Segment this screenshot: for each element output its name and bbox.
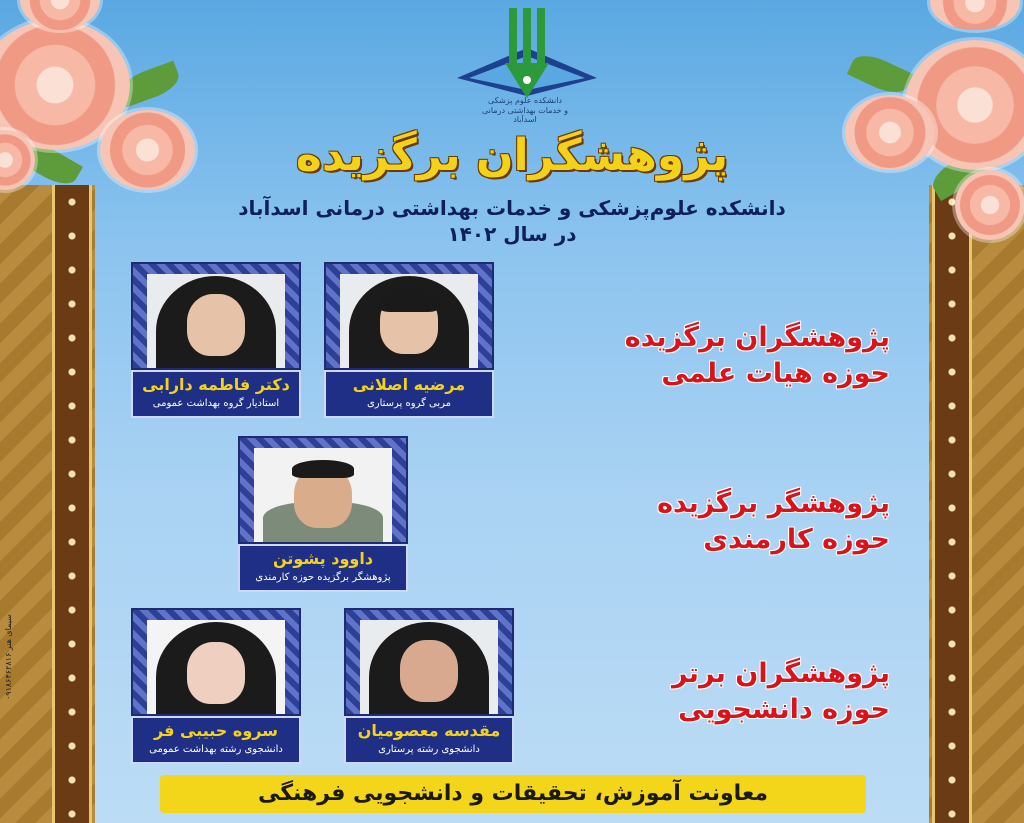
person-role: استادیار گروه بهداشت عمومی bbox=[152, 398, 280, 409]
category-heading-staff: پژوهشگر برگزیده حوزه کارمندی bbox=[657, 488, 890, 555]
person-label bbox=[238, 544, 408, 592]
subtitle bbox=[160, 195, 864, 247]
subtitle-line-2: در سال ۱۴۰۲ bbox=[447, 222, 577, 246]
category-heading-students: پژوهشگران برتر حوزه دانشجویی bbox=[672, 658, 890, 725]
person-photo bbox=[131, 608, 301, 716]
person-role: مربی گروه پرستاری bbox=[366, 398, 452, 409]
person-label bbox=[131, 716, 301, 764]
category-heading-faculty: پژوهشگران برگزیده حوزه هیات علمی bbox=[624, 322, 890, 389]
logo-text: دانشکده علوم پزشکی و خدمات بهداشتی درمانی اسدآباد bbox=[481, 96, 569, 125]
person-photo bbox=[344, 608, 514, 716]
person-name: سروه حبیبی فر bbox=[154, 721, 278, 740]
leaf-decoration bbox=[847, 49, 913, 100]
rose-decoration bbox=[845, 95, 935, 170]
person-card bbox=[344, 608, 514, 764]
ornate-frame-left bbox=[0, 185, 95, 823]
designer-credit: سیمای هنر ۰۹۱۸۶۴۶۲۸۱۶ bbox=[4, 614, 13, 700]
person-role: دانشجوی رشته پرستاری bbox=[378, 744, 480, 755]
person-card bbox=[324, 262, 494, 418]
person-name: مرضیه اصلانی bbox=[352, 375, 466, 394]
person-name: دکتر فاطمه دارابی bbox=[142, 375, 290, 394]
person-photo bbox=[324, 262, 494, 370]
footer-banner: معاونت آموزش، تحقیقات و دانشجویی فرهنگی bbox=[160, 775, 866, 813]
person-label bbox=[324, 370, 494, 418]
rose-decoration bbox=[930, 0, 1020, 30]
person-label bbox=[131, 370, 301, 418]
page-title: پژوهشگران برگزیده bbox=[295, 130, 729, 181]
rose-decoration bbox=[955, 170, 1024, 240]
person-label bbox=[344, 716, 514, 764]
person-photo bbox=[131, 262, 301, 370]
person-role: دانشجوی رشته بهداشت عمومی bbox=[149, 744, 283, 755]
person-card bbox=[131, 262, 301, 418]
person-role: پژوهشگر برگزیده حوزه کارمندی bbox=[255, 572, 391, 583]
person-card bbox=[131, 608, 301, 764]
person-photo bbox=[238, 436, 408, 544]
ornate-frame-right bbox=[929, 185, 1024, 823]
subtitle-line-1: دانشکده علوم‌پزشکی و خدمات بهداشتی درمانی اسدآباد bbox=[238, 196, 786, 220]
person-name: داوود پشوتن bbox=[272, 549, 374, 568]
person-name: مقدسه معصومیان bbox=[357, 721, 501, 740]
person-card bbox=[238, 436, 408, 592]
